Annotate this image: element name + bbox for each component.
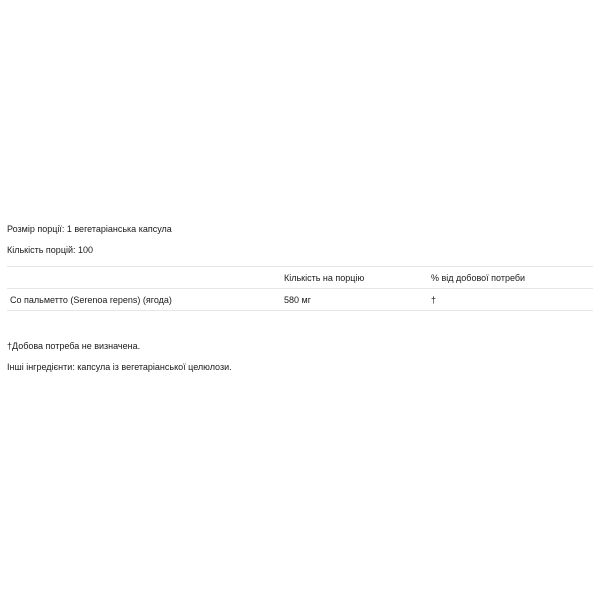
header-amount-per-serving: Кількість на порцію xyxy=(284,272,365,283)
servings-per-container: Кількість порцій: 100 xyxy=(7,245,94,255)
other-ingredients: Інші інгредієнти: капсула із вегетаріанської целюлози. xyxy=(7,362,232,372)
serving-size: Розмір порції: 1 вегетаріанська капсула xyxy=(7,224,172,234)
header-daily-value: % від добової потреби xyxy=(431,272,526,283)
ingredient-name: Со пальметто (Serenoa repens) (ягода) xyxy=(10,294,172,305)
supplement-facts-table xyxy=(7,266,593,311)
ingredient-daily-value: † xyxy=(431,294,437,305)
ingredient-amount: 580 мг xyxy=(284,294,311,305)
table-header-row xyxy=(7,267,593,289)
daily-value-note: †Добова потреба не визначена. xyxy=(7,341,141,351)
table-row xyxy=(7,289,593,311)
header-name xyxy=(7,267,284,289)
